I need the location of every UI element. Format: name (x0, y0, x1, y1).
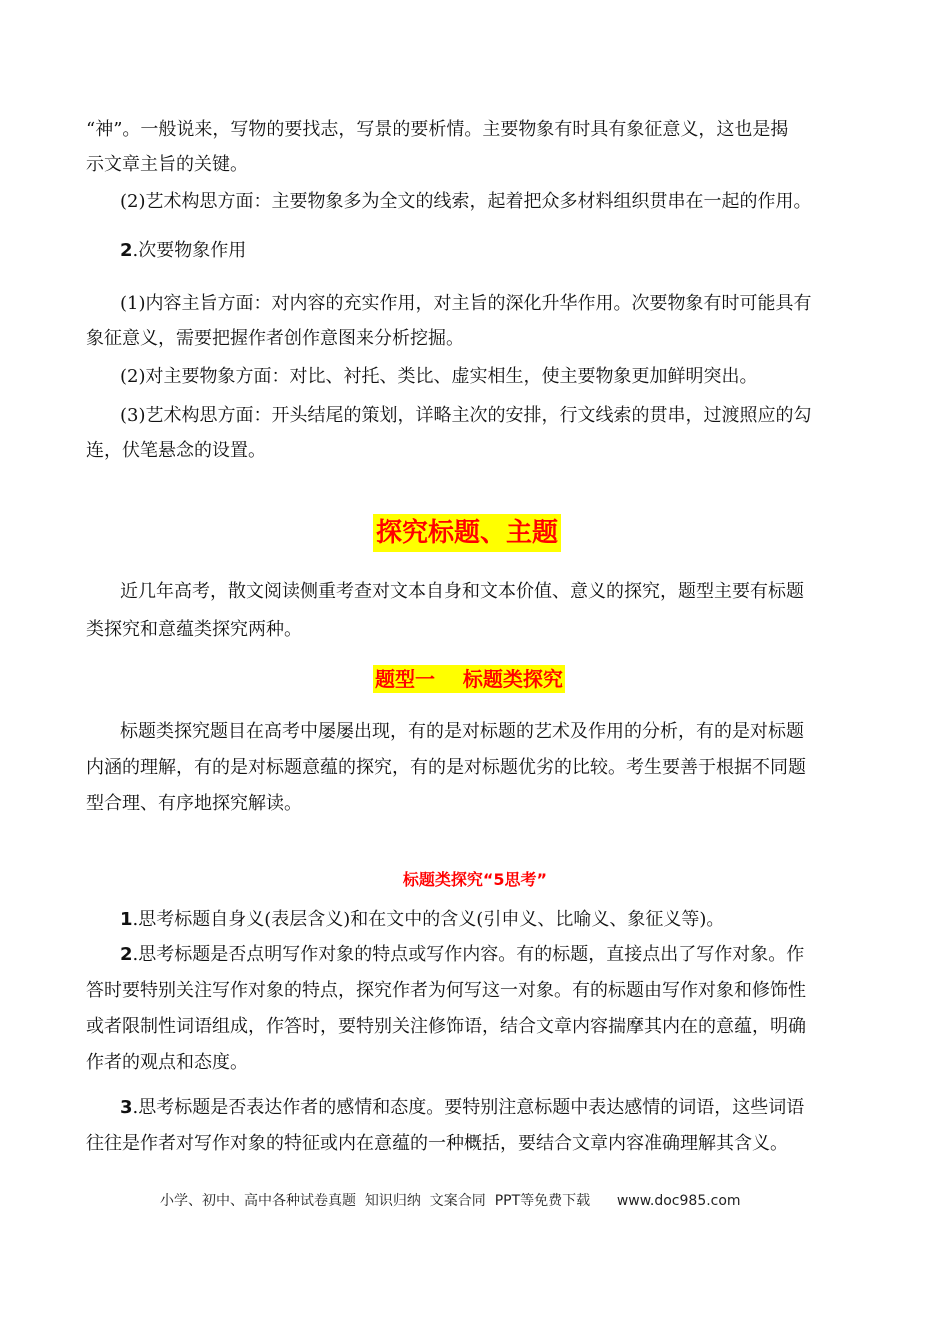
subsection-title (120, 233, 900, 268)
item-text: .思考标题自身义(表层含义)和在文中的含义(引申义、比喻义、象征义等)。 (132, 909, 725, 930)
paragraph-line: 内涵的理解，有的是对标题意蕴的探究，有的是对标题优劣的比较。考生要善于根据不同题 (86, 757, 806, 778)
paragraph-line: 往往是作者对写作对象的特征或内在意蕴的一种概括，要结合文章内容准确理解其含义。 (86, 1133, 788, 1154)
subsection-number: 2 (120, 240, 133, 261)
paragraph-line: 类探究和意蕴类探究两种。 (86, 619, 302, 640)
paragraph-line: 作者的观点和态度。 (86, 1052, 248, 1073)
list-item (120, 937, 900, 972)
item-text: 内容主旨方面：对内容的充实作用，对主旨的深化升华作用。次要物象有时可能具有 (145, 293, 812, 314)
item-number: 1 (120, 909, 133, 930)
item-label: (1) (120, 293, 146, 314)
item-text: 对主要物象方面：对比、衬托、类比、虚实相生，使主要物象更加鲜明突出。 (145, 366, 758, 387)
paragraph-line: 或者限制性词语组成，作答时，要特别关注修饰语，结合文章内容揣摩其内在的意蕴，明确 (86, 1016, 806, 1037)
list-item (120, 359, 900, 394)
item-text: 艺术构思方面：开头结尾的策划，详略主次的安排，行文线索的贯串，过渡照应的勾 (145, 405, 812, 426)
paragraph-line: 连，伏笔悬念的设置。 (86, 440, 266, 461)
subsection-title-text: .次要物象作用 (132, 240, 247, 261)
section-heading: 探究标题、主题 (373, 514, 561, 552)
paragraph-line: 型合理、有序地探究解读。 (86, 793, 302, 814)
paragraph-line: 标题类探究题目在高考中屡屡出现，有的是对标题的艺术及作用的分析，有的是对标题 (120, 721, 804, 742)
item-number: 2 (120, 944, 133, 965)
paragraph-line: 象征意义，需要把握作者创作意图来分析挖掘。 (86, 328, 464, 349)
item-label: (3) (120, 405, 146, 426)
type-heading: 题型一 标题类探究 (375, 667, 563, 691)
paragraph-line: 示文章主旨的关键。 (86, 154, 248, 175)
list-item (120, 902, 900, 937)
list-item (120, 1090, 900, 1125)
think-heading: 标题类探究“5思考” (402, 870, 548, 889)
paragraph-line: 近几年高考，散文阅读侧重考查对文本自身和文本价值、意义的探究，题型主要有标题 (120, 581, 804, 602)
list-item (120, 184, 900, 219)
paragraph-line: “神”。一般说来，写物的要找志，写景的要析情。主要物象有时具有象征意义，这也是揭 (86, 119, 789, 140)
item-text: .思考标题是否表达作者的感情和态度。要特别注意标题中表达感情的词语，这些词语 (132, 1097, 805, 1118)
item-label: (2) (120, 191, 146, 212)
item-number: 3 (120, 1097, 133, 1118)
item-text: .思考标题是否点明写作对象的特点或写作内容。有的标题，直接点出了写作对象。作 (132, 944, 805, 965)
item-label: (2) (120, 366, 146, 387)
item-text: 艺术构思方面：主要物象多为全文的线索，起着把众多材料组织贯串在一起的作用。 (145, 191, 812, 212)
list-item (120, 286, 900, 321)
page-footer: 小学、初中、高中各种试卷真题 知识归纳 文案合同 PPT等免费下载 www.doc985.com (160, 1193, 741, 1209)
paragraph-line: 答时要特别关注写作对象的特点，探究作者为何写这一对象。有的标题由写作对象和修饰性 (86, 980, 806, 1001)
list-item (120, 398, 900, 433)
